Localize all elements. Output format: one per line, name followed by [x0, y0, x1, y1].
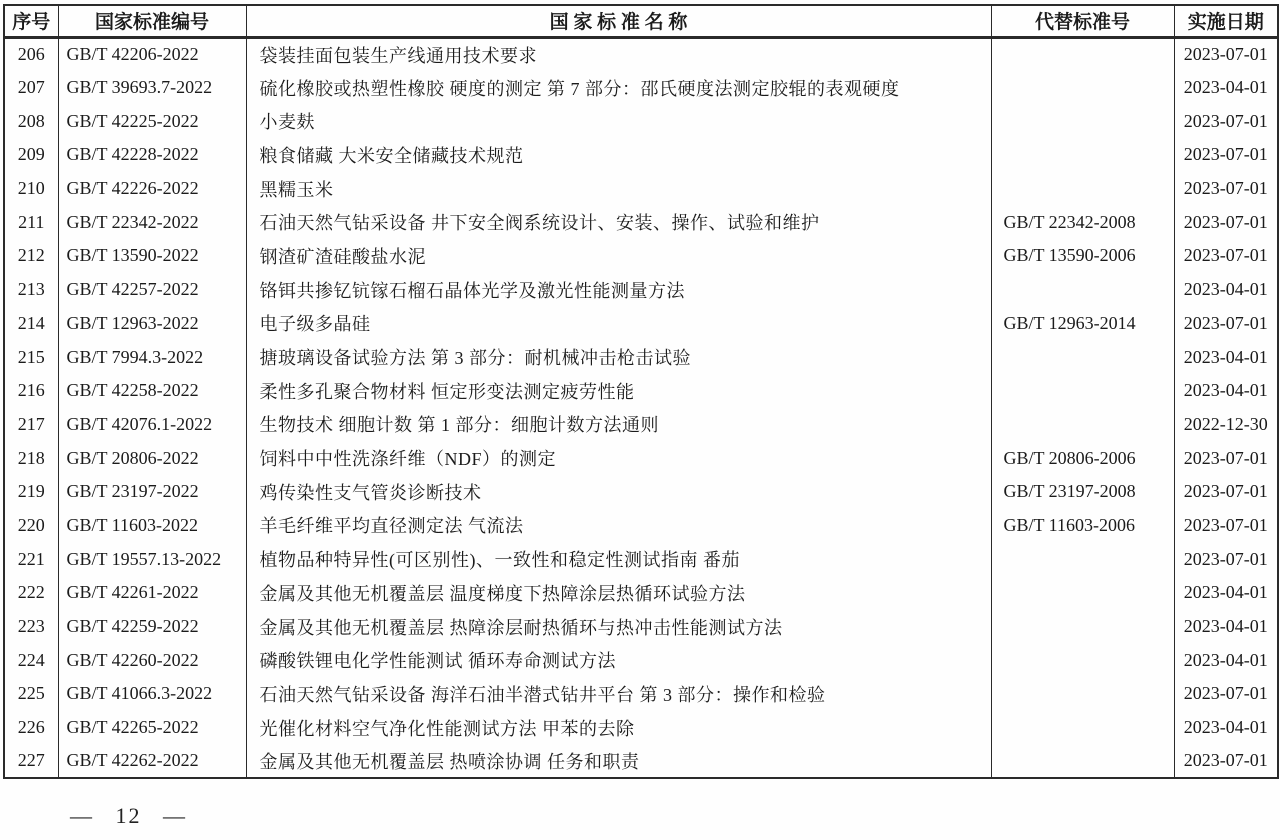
cell-seq: 218 [4, 441, 58, 475]
cell-date: 2023-07-01 [1174, 172, 1278, 206]
cell-code: GB/T 7994.3-2022 [58, 340, 246, 374]
cell-replaced [991, 643, 1174, 677]
cell-replaced [991, 711, 1174, 745]
table-row [4, 239, 1278, 273]
cell-seq: 215 [4, 340, 58, 374]
cell-code: GB/T 42076.1-2022 [58, 408, 246, 442]
cell-code: GB/T 42225-2022 [58, 104, 246, 138]
cell-name: 搪玻璃设备试验方法 第 3 部分：耐机械冲击枪击试验 [246, 340, 991, 374]
cell-name: 金属及其他无机覆盖层 热障涂层耐热循环与热冲击性能测试方法 [246, 610, 991, 644]
table-row [4, 273, 1278, 307]
cell-replaced [991, 273, 1174, 307]
table-row [4, 441, 1278, 475]
table-row [4, 340, 1278, 374]
cell-date: 2023-04-01 [1174, 643, 1278, 677]
header-code: 国家标准编号 [58, 5, 246, 37]
cell-seq: 214 [4, 307, 58, 341]
cell-name: 饲料中中性洗涤纤维（NDF）的测定 [246, 441, 991, 475]
cell-name: 磷酸铁锂电化学性能测试 循环寿命测试方法 [246, 643, 991, 677]
cell-replaced: GB/T 13590-2006 [991, 239, 1174, 273]
cell-date: 2023-07-01 [1174, 138, 1278, 172]
cell-date: 2023-07-01 [1174, 205, 1278, 239]
table-row [4, 104, 1278, 138]
cell-replaced [991, 340, 1174, 374]
cell-seq: 219 [4, 475, 58, 509]
cell-code: GB/T 42262-2022 [58, 744, 246, 778]
cell-name: 硫化橡胶或热塑性橡胶 硬度的测定 第 7 部分：邵氏硬度法测定胶辊的表观硬度 [246, 71, 991, 105]
cell-name: 粮食储藏 大米安全储藏技术规范 [246, 138, 991, 172]
cell-replaced [991, 677, 1174, 711]
table-row [4, 677, 1278, 711]
cell-seq: 211 [4, 205, 58, 239]
cell-date: 2023-04-01 [1174, 711, 1278, 745]
cell-date: 2023-07-01 [1174, 307, 1278, 341]
cell-code: GB/T 42228-2022 [58, 138, 246, 172]
cell-date: 2023-07-01 [1174, 677, 1278, 711]
cell-date: 2023-07-01 [1174, 475, 1278, 509]
cell-replaced [991, 744, 1174, 778]
cell-name: 石油天然气钻采设备 海洋石油半潜式钻井平台 第 3 部分：操作和检验 [246, 677, 991, 711]
table-row [4, 711, 1278, 745]
cell-seq: 206 [4, 37, 58, 71]
cell-name: 黑糯玉米 [246, 172, 991, 206]
cell-name: 光催化材料空气净化性能测试方法 甲苯的去除 [246, 711, 991, 745]
cell-name: 羊毛纤维平均直径测定法 气流法 [246, 509, 991, 543]
table-row [4, 408, 1278, 442]
cell-name: 金属及其他无机覆盖层 热喷涂协调 任务和职责 [246, 744, 991, 778]
cell-name: 生物技术 细胞计数 第 1 部分：细胞计数方法通则 [246, 408, 991, 442]
cell-date: 2023-04-01 [1174, 340, 1278, 374]
cell-date: 2023-07-01 [1174, 104, 1278, 138]
cell-name: 植物品种特异性(可区别性)、一致性和稳定性测试指南 番茄 [246, 542, 991, 576]
table-row [4, 37, 1278, 71]
header-row [4, 5, 1278, 37]
header-seq: 序号 [4, 5, 58, 37]
table-row [4, 744, 1278, 778]
cell-code: GB/T 42258-2022 [58, 374, 246, 408]
cell-code: GB/T 20806-2022 [58, 441, 246, 475]
cell-seq: 209 [4, 138, 58, 172]
cell-code: GB/T 39693.7-2022 [58, 71, 246, 105]
cell-replaced [991, 71, 1174, 105]
cell-replaced [991, 37, 1174, 71]
cell-seq: 212 [4, 239, 58, 273]
cell-date: 2023-07-01 [1174, 509, 1278, 543]
cell-name: 金属及其他无机覆盖层 温度梯度下热障涂层热循环试验方法 [246, 576, 991, 610]
cell-date: 2023-07-01 [1174, 441, 1278, 475]
cell-code: GB/T 42261-2022 [58, 576, 246, 610]
cell-replaced: GB/T 20806-2006 [991, 441, 1174, 475]
cell-date: 2023-04-01 [1174, 576, 1278, 610]
table-row [4, 542, 1278, 576]
cell-date: 2023-04-01 [1174, 71, 1278, 105]
cell-code: GB/T 42259-2022 [58, 610, 246, 644]
cell-date: 2023-07-01 [1174, 239, 1278, 273]
table-row [4, 610, 1278, 644]
cell-seq: 223 [4, 610, 58, 644]
cell-replaced: GB/T 23197-2008 [991, 475, 1174, 509]
table-body [4, 37, 1278, 778]
cell-replaced [991, 104, 1174, 138]
table-row [4, 138, 1278, 172]
cell-code: GB/T 13590-2022 [58, 239, 246, 273]
table-row [4, 205, 1278, 239]
cell-name: 柔性多孔聚合物材料 恒定形变法测定疲劳性能 [246, 374, 991, 408]
cell-seq: 220 [4, 509, 58, 543]
cell-code: GB/T 42265-2022 [58, 711, 246, 745]
cell-name: 鸡传染性支气管炎诊断技术 [246, 475, 991, 509]
cell-replaced [991, 172, 1174, 206]
table-row [4, 374, 1278, 408]
cell-date: 2023-04-01 [1174, 610, 1278, 644]
table-row [4, 576, 1278, 610]
cell-replaced [991, 610, 1174, 644]
cell-name: 小麦麸 [246, 104, 991, 138]
cell-replaced [991, 374, 1174, 408]
cell-replaced: GB/T 22342-2008 [991, 205, 1174, 239]
cell-code: GB/T 11603-2022 [58, 509, 246, 543]
table-row [4, 509, 1278, 543]
cell-code: GB/T 23197-2022 [58, 475, 246, 509]
cell-code: GB/T 42260-2022 [58, 643, 246, 677]
header-date: 实施日期 [1174, 5, 1278, 37]
cell-name: 石油天然气钻采设备 井下安全阀系统设计、安装、操作、试验和维护 [246, 205, 991, 239]
cell-code: GB/T 42226-2022 [58, 172, 246, 206]
cell-date: 2023-07-01 [1174, 37, 1278, 71]
cell-code: GB/T 41066.3-2022 [58, 677, 246, 711]
cell-seq: 216 [4, 374, 58, 408]
cell-seq: 213 [4, 273, 58, 307]
cell-seq: 221 [4, 542, 58, 576]
cell-seq: 210 [4, 172, 58, 206]
cell-name: 袋装挂面包装生产线通用技术要求 [246, 37, 991, 71]
header-name: 国 家 标 准 名 称 [246, 5, 991, 37]
cell-code: GB/T 22342-2022 [58, 205, 246, 239]
table-row [4, 307, 1278, 341]
cell-code: GB/T 42206-2022 [58, 37, 246, 71]
table-row [4, 475, 1278, 509]
cell-seq: 207 [4, 71, 58, 105]
table-row [4, 71, 1278, 105]
cell-name: 电子级多晶硅 [246, 307, 991, 341]
cell-replaced: GB/T 12963-2014 [991, 307, 1174, 341]
table-row [4, 172, 1278, 206]
cell-code: GB/T 19557.13-2022 [58, 542, 246, 576]
cell-date: 2023-04-01 [1174, 374, 1278, 408]
cell-code: GB/T 12963-2022 [58, 307, 246, 341]
cell-date: 2023-07-01 [1174, 744, 1278, 778]
cell-replaced [991, 408, 1174, 442]
cell-seq: 208 [4, 104, 58, 138]
cell-replaced [991, 138, 1174, 172]
cell-seq: 225 [4, 677, 58, 711]
table-row [4, 643, 1278, 677]
cell-name: 钢渣矿渣硅酸盐水泥 [246, 239, 991, 273]
cell-seq: 226 [4, 711, 58, 745]
cell-replaced [991, 576, 1174, 610]
cell-name: 铬铒共掺钇钪镓石榴石晶体光学及激光性能测量方法 [246, 273, 991, 307]
cell-replaced: GB/T 11603-2006 [991, 509, 1174, 543]
cell-seq: 224 [4, 643, 58, 677]
cell-date: 2023-04-01 [1174, 273, 1278, 307]
standards-table [3, 4, 1279, 779]
cell-replaced [991, 542, 1174, 576]
table-header [4, 5, 1278, 37]
cell-seq: 217 [4, 408, 58, 442]
cell-date: 2022-12-30 [1174, 408, 1278, 442]
header-replaced: 代替标准号 [991, 5, 1174, 37]
page-number: — 12 — [70, 803, 187, 828]
cell-seq: 222 [4, 576, 58, 610]
cell-seq: 227 [4, 744, 58, 778]
cell-date: 2023-07-01 [1174, 542, 1278, 576]
cell-code: GB/T 42257-2022 [58, 273, 246, 307]
